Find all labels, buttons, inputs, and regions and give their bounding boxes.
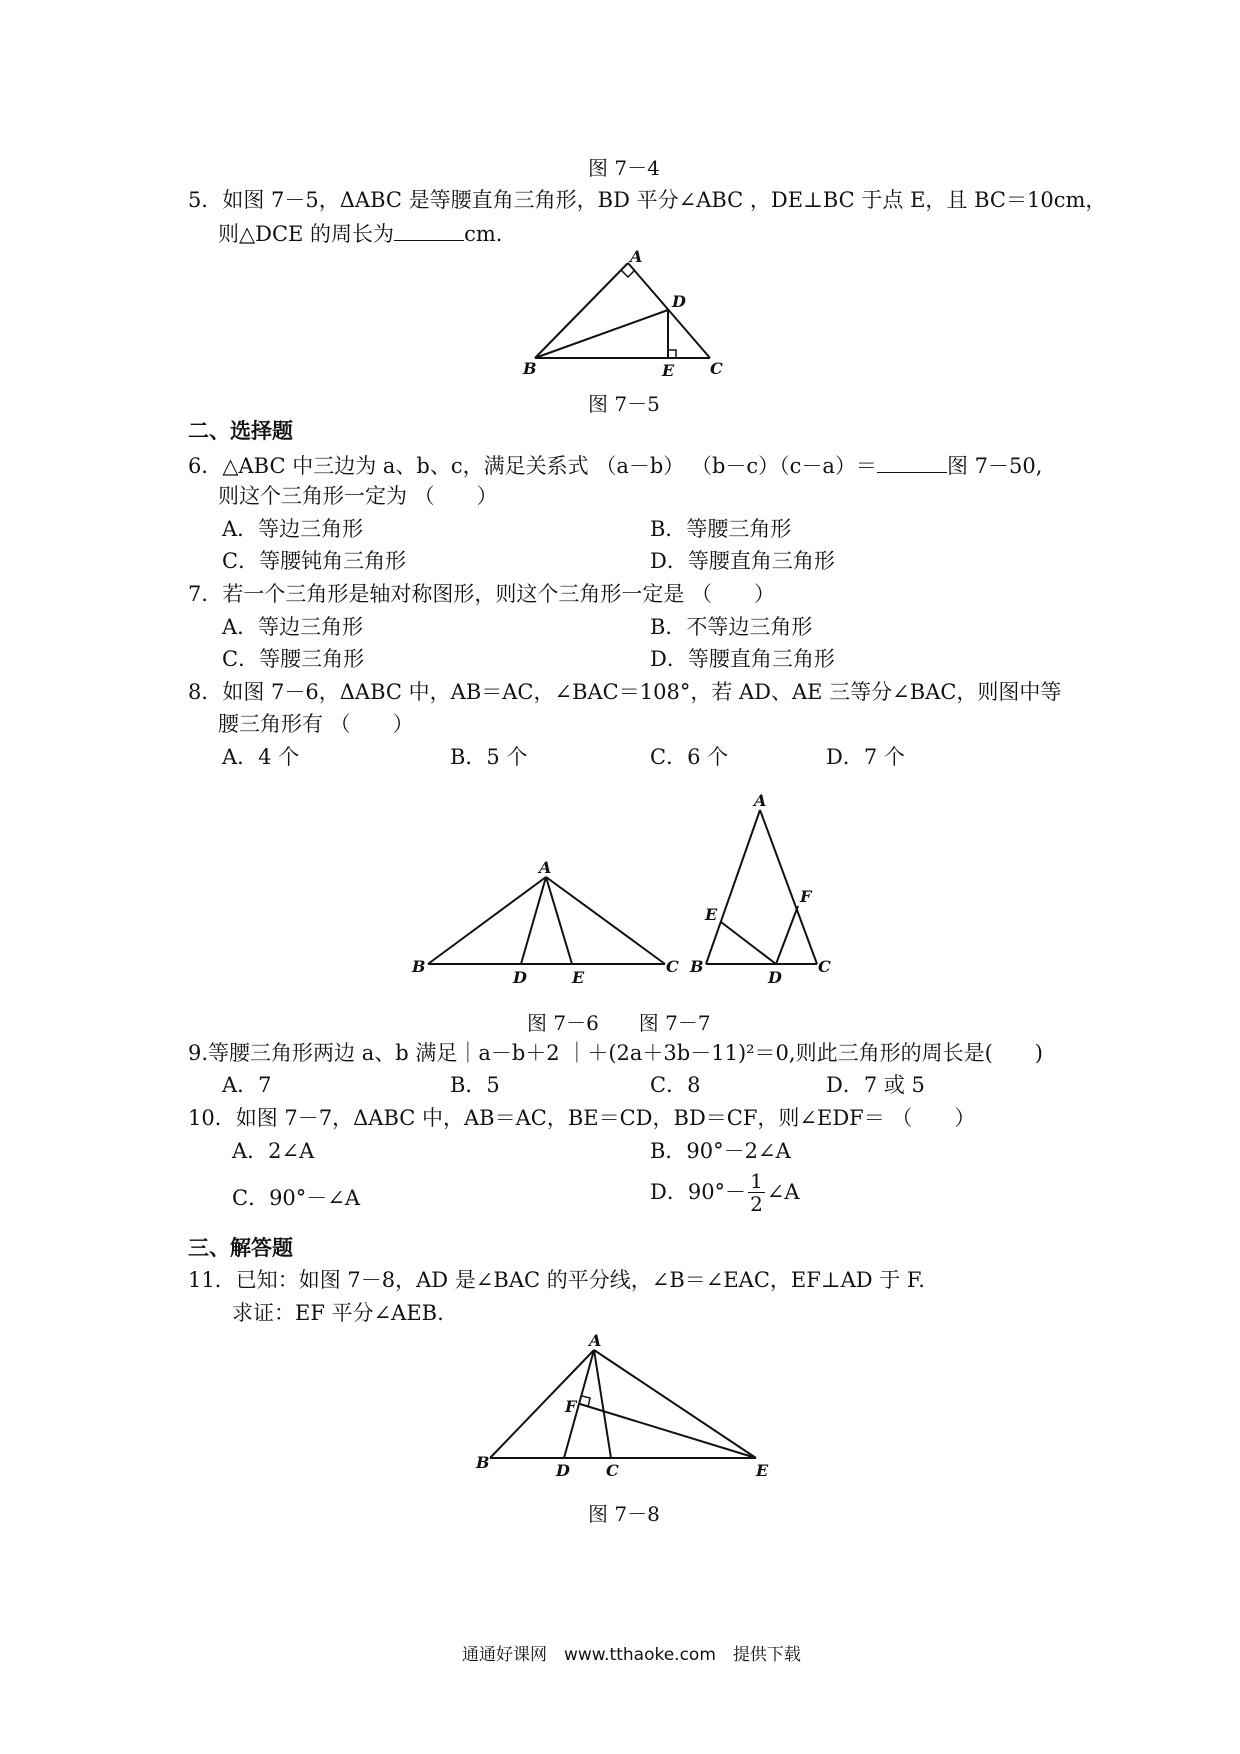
f77-label-c: C bbox=[818, 957, 831, 976]
section-3-heading: 三、解答题 bbox=[188, 1235, 293, 1260]
q8-line1: 8．如图 7－6，ΔABC 中，AB＝AC，∠BAC＝108°，若 AD、AE 三等分∠BAC，则图中等 bbox=[188, 680, 1062, 704]
q6-line2: 则这个三角形一定为 （ ） bbox=[218, 484, 498, 508]
fraction-numerator: 1 bbox=[750, 1169, 763, 1193]
q7-option-d: D．等腰直角三角形 bbox=[650, 647, 835, 671]
q9-option-d: D．7 或 5 bbox=[826, 1073, 925, 1097]
q9-option-a: A．7 bbox=[222, 1073, 272, 1097]
q10-line1: 10．如图 7－7，ΔABC 中，AB＝AC，BE＝CD，BD＝CF，则∠EDF＝ （ ） bbox=[188, 1106, 976, 1130]
q10-option-b: B．90°－2∠A bbox=[650, 1139, 791, 1163]
f78-ae bbox=[594, 1350, 756, 1458]
q10-option-d-suffix: ∠A bbox=[766, 1179, 800, 1204]
section-2-heading: 二、选择题 bbox=[188, 418, 293, 443]
f75-label-b: B bbox=[523, 359, 537, 378]
f78-label-f: F bbox=[565, 1397, 577, 1416]
q9-option-c: C．8 bbox=[650, 1073, 701, 1097]
f78-ac bbox=[594, 1350, 611, 1458]
q6-option-c: C．等腰钝角三角形 bbox=[222, 549, 407, 573]
q8-option-d: D．7 个 bbox=[826, 745, 905, 769]
q11-line2: 求证：EF 平分∠AEB. bbox=[232, 1301, 444, 1325]
caption-fig-7-4: 图 7－4 bbox=[588, 156, 660, 180]
q7-option-a: A．等边三角形 bbox=[222, 615, 364, 639]
caption-fig-7-6-7-7: 图 7－6 图 7－7 bbox=[527, 1011, 711, 1035]
q6-option-a: A．等边三角形 bbox=[222, 517, 364, 541]
q8-line2: 腰三角形有 （ ） bbox=[218, 712, 414, 736]
q9-option-b: B．5 bbox=[450, 1073, 500, 1097]
caption-fig-7-8: 图 7－8 bbox=[588, 1502, 660, 1526]
q6-option-d: D．等腰直角三角形 bbox=[650, 549, 835, 573]
q10-option-a: A．2∠A bbox=[232, 1139, 315, 1163]
q11-line1: 11．已知：如图 7－8，AD 是∠BAC 的平分线，∠B＝∠EAC，EF⊥AD 于 F. bbox=[188, 1268, 925, 1292]
q5-line2-text: 则△DCE 的周长为 bbox=[218, 222, 395, 246]
f78-label-a: A bbox=[589, 1331, 602, 1350]
f76-label-b: B bbox=[412, 957, 426, 976]
q6-line1-ref: 图 7－50, bbox=[946, 454, 1043, 478]
f77-label-b: B bbox=[690, 957, 704, 976]
f75-label-d: D bbox=[672, 292, 686, 311]
q8-option-c: C．6 个 bbox=[650, 745, 729, 769]
q6-line1-text: 6．△ABC 中三边为 a、b、c，满足关系式 （a－b） （b－c）（c－a）＝ bbox=[188, 454, 877, 478]
f75-label-c: C bbox=[710, 359, 723, 378]
f76-label-d: D bbox=[513, 968, 527, 987]
q6-option-b: B．等腰三角形 bbox=[650, 517, 792, 541]
q7-option-c: C．等腰三角形 bbox=[222, 647, 365, 671]
caption-fig-7-5: 图 7－5 bbox=[588, 392, 660, 416]
q5-line1: 5．如图 7－5，ΔABC 是等腰直角三角形，BD 平分∠ABC ，DE⊥BC 于点 E，且 BC＝10cm， bbox=[188, 188, 1107, 212]
f75-label-a: A bbox=[630, 247, 643, 266]
f76-label-a: A bbox=[539, 858, 552, 877]
f77-label-d: D bbox=[768, 968, 782, 987]
f77-label-e: E bbox=[705, 905, 718, 924]
q8-option-a: A．4 个 bbox=[222, 745, 300, 769]
f75-label-e: E bbox=[662, 361, 675, 380]
q7-line1: 7．若一个三角形是轴对称图形，则这个三角形一定是 （ ） bbox=[188, 582, 776, 606]
q5-line2-unit: cm. bbox=[464, 222, 503, 246]
f78-label-b: B bbox=[476, 1453, 490, 1472]
footer-text: 通通好课网 www.tthaoke.com 提供下载 bbox=[462, 1645, 801, 1665]
q7-option-b: B．不等边三角形 bbox=[650, 615, 813, 639]
q8-option-b: B．5 个 bbox=[450, 745, 528, 769]
f76-label-e: E bbox=[572, 968, 585, 987]
q10-option-c: C．90°－∠A bbox=[232, 1186, 361, 1210]
f77-label-f: F bbox=[800, 887, 812, 906]
f78-label-c: C bbox=[606, 1461, 619, 1480]
f77-label-a: A bbox=[754, 791, 767, 810]
f76-label-c: C bbox=[666, 957, 679, 976]
q9-line1: 9.等腰三角形两边 a、b 满足｜a－b＋2 ｜＋(2a＋3b－11)²＝0,则此三角形的周长是( ) bbox=[188, 1041, 1043, 1065]
fraction-denominator: 2 bbox=[750, 1192, 763, 1216]
q10-option-d-prefix: D．90°－ bbox=[650, 1179, 747, 1204]
f78-label-d: D bbox=[556, 1461, 570, 1480]
f78-label-e: E bbox=[756, 1461, 769, 1480]
